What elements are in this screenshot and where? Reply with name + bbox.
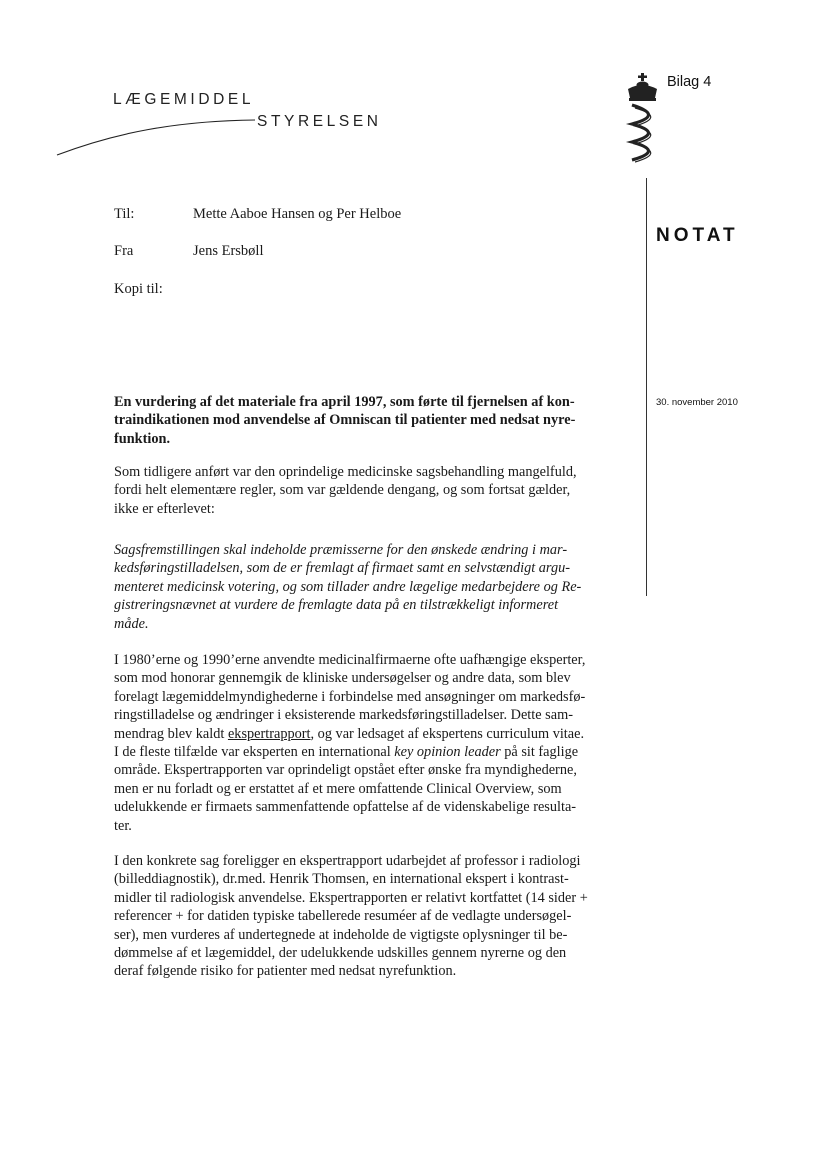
attachment-label: Bilag 4 bbox=[667, 74, 712, 90]
text-span: på sit faglige bbox=[500, 744, 579, 761]
subject-line: funktion. bbox=[114, 430, 171, 447]
paragraph-expert-reports bbox=[114, 651, 614, 835]
text-line: måde. bbox=[114, 615, 149, 632]
text-line: kedsføringstilladelsen, som de er fremlagt af firmaet samt en selvstændigt argu- bbox=[114, 560, 571, 577]
text-span: mendrag blev kaldt bbox=[114, 725, 228, 742]
text-line: fordi helt elementære regler, som var gældende dengang, og som fortsat gælder, bbox=[114, 482, 571, 499]
text-line: ringstilladelse og ændringer i eksisterende markedsføringstilladelser. Dette sam- bbox=[114, 707, 573, 724]
from-label: Fra bbox=[114, 243, 134, 259]
text-line: Som tidligere anført var den oprindelige medicinske sagsbehandling mangelfuld, bbox=[114, 464, 577, 480]
text-line: referencer + for datiden typiske tabellerede resuméer af de vedlagte undersøgel- bbox=[114, 908, 572, 925]
text-span: , og var ledsaget af ekspertens curriculum vitae. bbox=[310, 725, 585, 742]
text-line: (billeddiagnostik), dr.med. Henrik Thomsen, en international ekspert i kontrast- bbox=[114, 871, 569, 888]
text-line: ikke er efterlevet: bbox=[114, 500, 215, 517]
org-name-line1: LÆGEMIDDEL bbox=[113, 91, 255, 108]
text-line: midler til radiologisk anvendelse. Ekspertrapporten er relativt kortfattet (14 sider + bbox=[114, 889, 588, 906]
text-line: område. Ekspertrapporten var oprindeligt opstået efter ønske fra myndighederne, bbox=[114, 762, 577, 779]
text-line: Sagsfremstillingen skal indeholde præmisserne for den ønskede ændring i mar- bbox=[114, 542, 568, 558]
italic-term: key opinion leader bbox=[394, 744, 501, 761]
subject-line: traindikationen mod anvendelse af Omniscan til patienter med nedsat nyre- bbox=[114, 412, 576, 429]
text-line: forelagt lægemiddelmyndighederne i forbindelse med ansøgninger om markedsfø- bbox=[114, 688, 586, 705]
text-line: dømmelse af et lægemiddel, der udelukkende udskilles gennem nyrerne og den bbox=[114, 945, 567, 962]
document-date: 30. november 2010 bbox=[656, 397, 738, 408]
org-name-line2: STYRELSEN bbox=[257, 113, 382, 130]
text-line: som mod honorar gennemgik de kliniske undersøgelser og andre data, som blev bbox=[114, 670, 571, 687]
text-line: gistreringsnævnet at vurdere de fremlagte data på en tilstrækkeligt informeret bbox=[114, 597, 559, 614]
text-line bbox=[114, 725, 614, 743]
cc-label: Kopi til: bbox=[114, 281, 163, 297]
quoted-rule bbox=[114, 541, 614, 633]
underlined-term: ekspertrapport bbox=[227, 725, 311, 742]
text-line: menteret medicinsk votering, og som tillader andre lægelige medarbejdere og Re- bbox=[114, 578, 582, 595]
text-line: udelukkende er firmaets sammenfattende opfattelse af de videnskabelige resulta- bbox=[114, 799, 577, 816]
document-type-heading: NOTAT bbox=[656, 225, 739, 246]
paragraph-intro bbox=[114, 463, 614, 518]
text-line: I den konkrete sag foreligger en ekspertrapport udarbejdet af professor i radiologi bbox=[114, 853, 581, 869]
paragraph-concrete-case bbox=[114, 852, 614, 981]
text-line: I 1980’erne og 1990’erne anvendte medicinalfirmaerne ofte uafhængige eksperter, bbox=[114, 652, 586, 668]
from-value: Jens Ersbøll bbox=[193, 243, 264, 259]
crown-emblem-icon bbox=[622, 72, 664, 182]
subject-line: En vurdering af det materiale fra april 1997, som førte til fjernelsen af kon- bbox=[114, 394, 575, 410]
text-line: ser), men vurderes af undertegnede at indeholde de vigtigste oplysninger til be- bbox=[114, 926, 568, 943]
text-line: deraf følgende risiko for patienter med nedsat nyrefunktion. bbox=[114, 963, 457, 980]
margin-divider bbox=[646, 178, 647, 596]
logo-swoosh bbox=[55, 113, 275, 158]
text-line: men er nu forladt og er erstattet af et mere omfattende Clinical Overview, som bbox=[114, 780, 562, 797]
text-line bbox=[114, 743, 614, 761]
to-label: Til: bbox=[114, 206, 135, 222]
text-span: I de fleste tilfælde var eksperten en international bbox=[114, 744, 395, 761]
subject-heading bbox=[114, 393, 614, 448]
to-value: Mette Aaboe Hansen og Per Helboe bbox=[193, 206, 402, 222]
text-line: ter. bbox=[114, 817, 132, 834]
